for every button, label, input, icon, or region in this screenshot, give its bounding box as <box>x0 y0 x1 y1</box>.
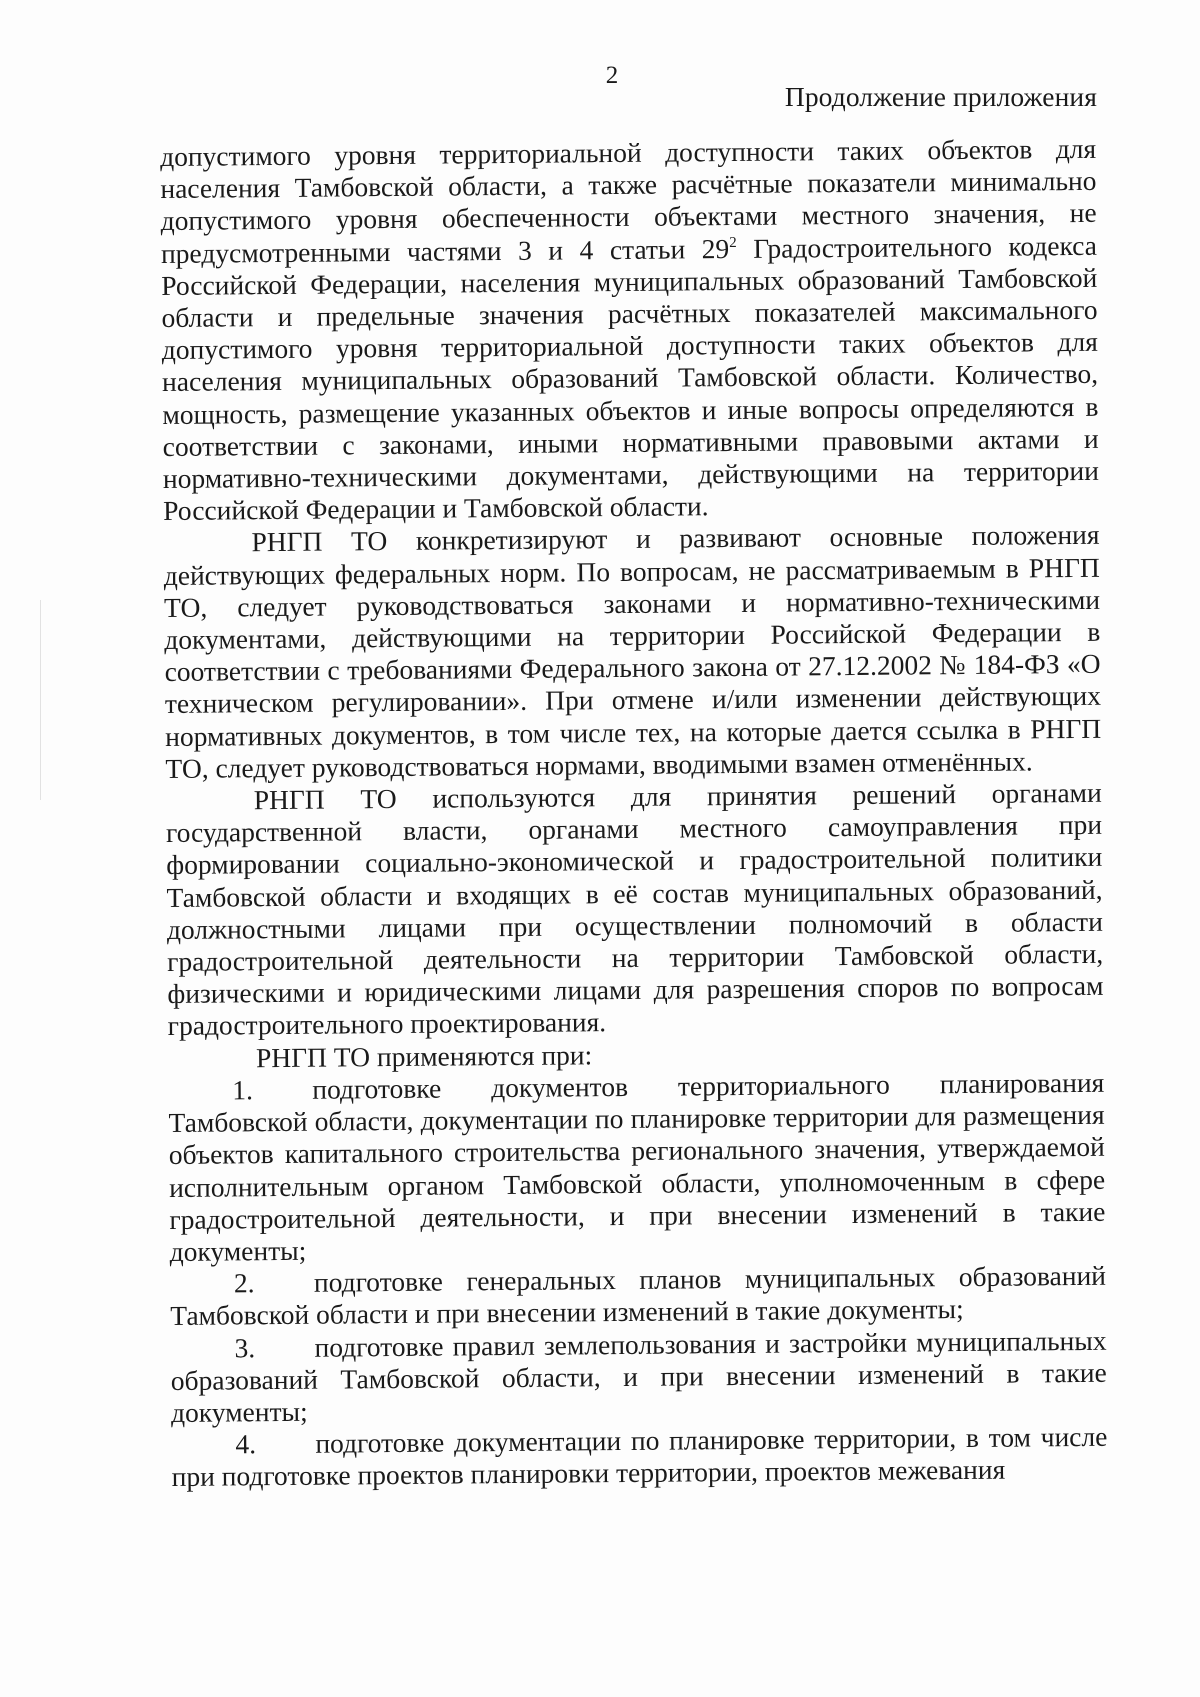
list-item-text: подготовке генеральных планов муниципальных образований Тамбовской области и при внесении изменений в такие документы; <box>170 1259 1107 1332</box>
list-item-number: 1. <box>232 1074 254 1106</box>
continuation-paragraph <box>160 133 1099 528</box>
list-item <box>171 1421 1108 1494</box>
list-item-number: 3. <box>234 1331 256 1363</box>
paragraph-norms-usage: РНГП ТО используются для принятия решений органами государственной власти, органами местного самоуправления при формировании социально-экономической и градостроительной политики Тамбовской области и входящих в её состав муниципальных образований, должностными лицами при осуществлении полномочий в области градостроительной деятельности на территории Тамбовской области, физическими и юридическими лицами для разрешения споров по вопросам градостроительного проектирования. <box>165 776 1104 1042</box>
list-item-text: подготовке документов территориального планирования Тамбовской области, документации по планировке территории для размещения объектов капитального строительства регионального значения, утверждаемой исполнительным органом Тамбовской области, уполномоченным в сфере градостроительной деятельности, и при внесении изменений в такие документы; <box>168 1066 1106 1267</box>
paragraph-norms-scope: РНГП ТО конкретизируют и развивают основные положения действующих федеральных норм. По вопросам, не рассматриваемым в РНГП ТО, следует руководствоваться законами и нормативно-техническими документами, действующими на территории Российской Федерации в соответствии с требованиями Федерального закона от 27.12.2002 № 184-ФЗ «О техническом регулировании». При отмене и/или изменении действующих нормативных документов, в том числе тех, на которые дается ссылка в РНГП ТО, следует руководствоваться нормами, вводимыми взамен отменённых. <box>163 519 1102 784</box>
list-item-number: 4. <box>235 1428 257 1460</box>
list-item-text: подготовке правил землепользования и застройки муниципальных образований Тамбовской области, и при внесении изменений в такие документы; <box>170 1324 1107 1428</box>
continuation-text-end: Градостроительного кодекса Российской Федерации, населения муниципальных образований Тамбовской области и предельные значения расчётных показателей максимального допустимого уровня территориальной доступности таких объектов для населения муниципальных образований Тамбовской области. Количество, мощность, размещение указанных объектов и иные вопросы определяются в соответствии с законами, иными нормативными правовыми актами и нормативно-техническими документами, действующими на территории Российской Федерации и Тамбовской области. <box>161 229 1100 527</box>
list-item <box>170 1260 1107 1333</box>
list-item <box>168 1067 1106 1268</box>
list-item <box>170 1324 1107 1429</box>
paragraph-application-intro: РНГП ТО применяются при: <box>255 1038 593 1073</box>
continuation-text-start: допустимого уровня территориальной доступности таких объектов для населения Тамбовской области, а также расчётные показатели минимально допустимого уровня обеспеченности объектами местного значения, не предусмотренными частями 3 и 4 статьи 29 <box>160 132 1097 269</box>
running-title: Продолжение приложения <box>784 81 1097 112</box>
scan-artifact-line <box>40 600 41 800</box>
page-number: 2 <box>605 62 619 89</box>
list-item-number: 2. <box>233 1267 255 1299</box>
document-body <box>160 133 1108 1494</box>
list-item-text: подготовке документации по планировке территории, в том числе при подготовке проектов планировки территории, проектов межевания <box>171 1420 1108 1493</box>
article-superscript: 2 <box>729 234 737 251</box>
